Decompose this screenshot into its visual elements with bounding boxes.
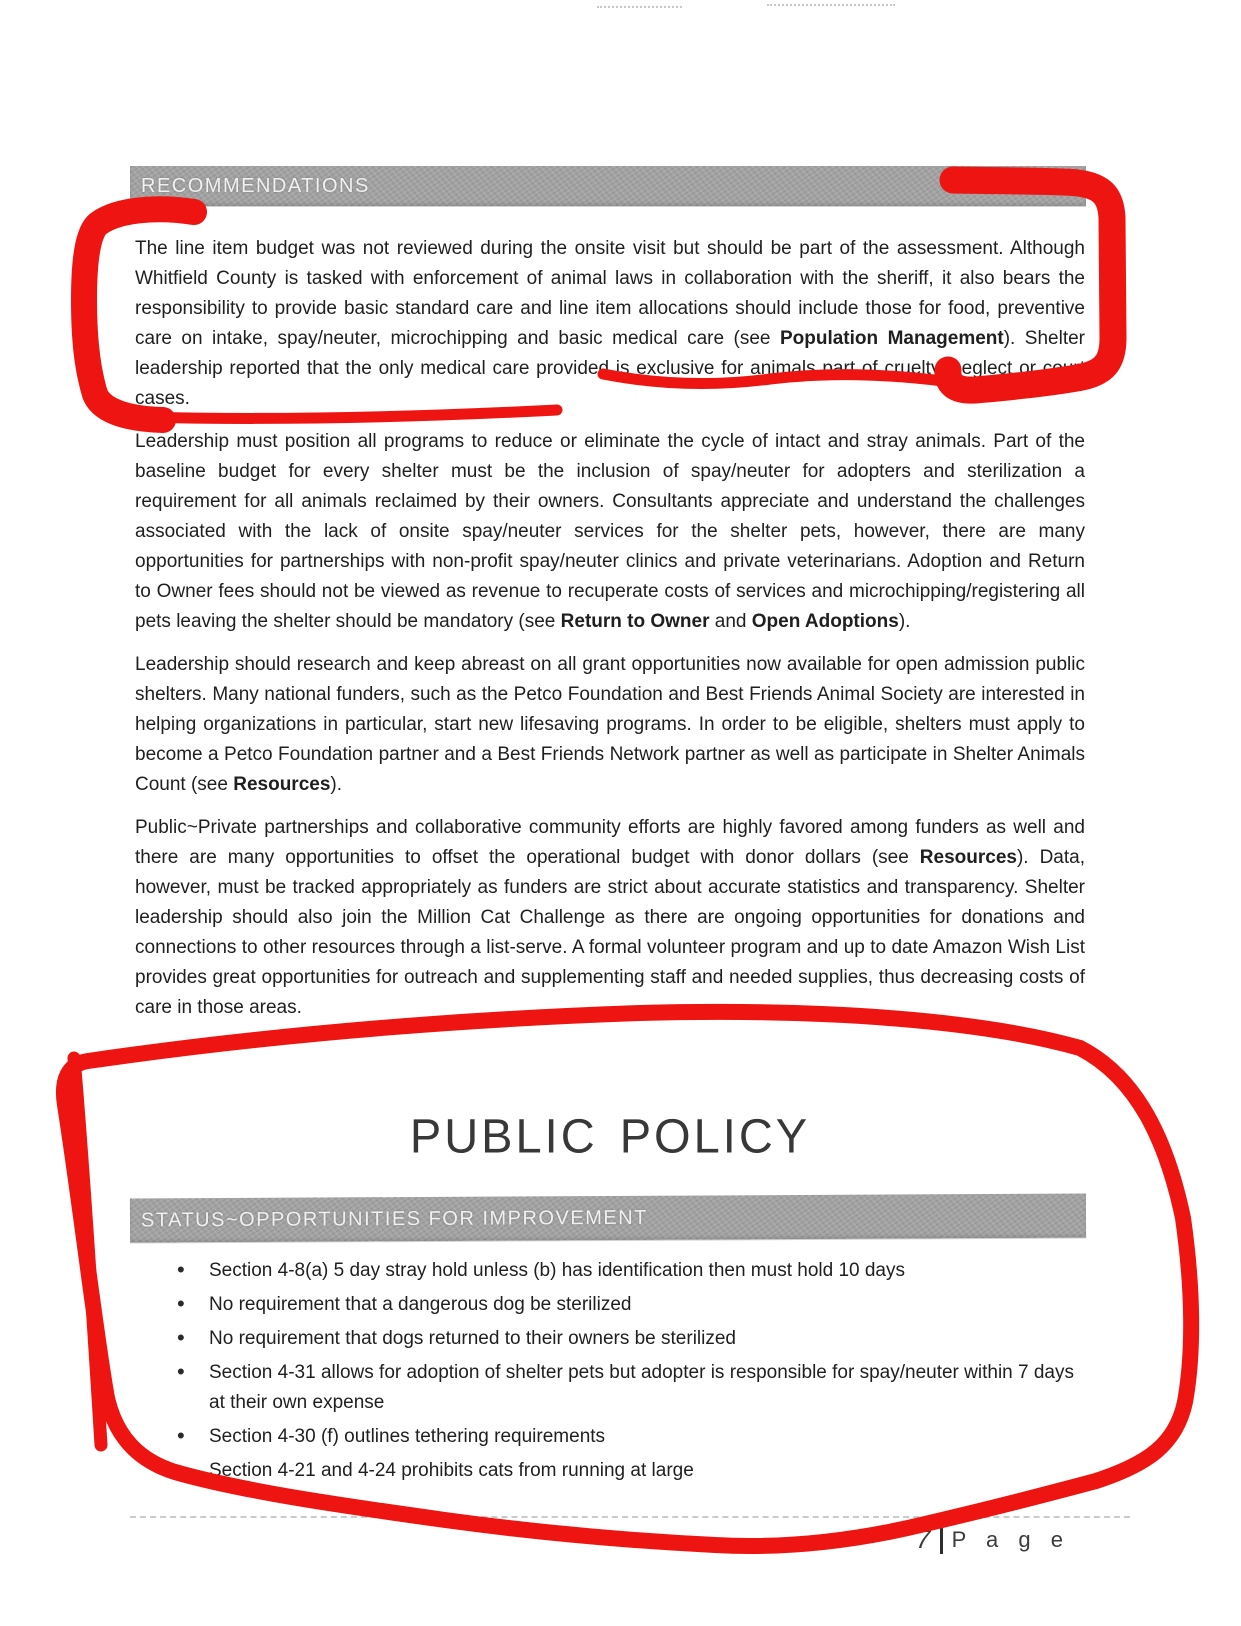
text-segment: ). (330, 774, 343, 795)
text-segment: Public~Private partnerships and collaborative community efforts are highly favored among funders as well and there are many opportunities to offset the operational budget with donor dollars (see (135, 817, 1085, 868)
page-number: 7 (913, 1524, 934, 1554)
bold-text-segment: Return to Owner (560, 611, 710, 632)
policy-bullet-item: • No requirement that dogs returned to their owners be sterilized (135, 1324, 1085, 1354)
paragraph (135, 813, 1085, 1023)
recommendations-body (135, 234, 1085, 1036)
scan-artifact (597, 6, 682, 11)
recommendations-section-header (130, 166, 1086, 206)
paragraph (135, 650, 1085, 800)
policy-bullet-list (135, 1256, 1085, 1490)
recommendations-header-label: RECOMMENDATIONS (141, 174, 370, 197)
status-opportunities-section-header (130, 1193, 1086, 1242)
status-header-label: STATUS~OPPORTUNITIES FOR IMPROVEMENT (140, 1206, 648, 1231)
text-segment: Leadership should research and keep abreast on all grant opportunities now available for open admission public shelters. Many national funders, such as the Petco Foundation and Best Friends Animal Society are interested in helping organizations in particular, start new lifesaving programs. In order to be eligible, shelters must apply to become a Petco Foundation partner and a Best Friends Network partner as well as participate in Shelter Animals Count (see (135, 654, 1085, 795)
bold-text-segment: Open Adoptions (751, 611, 899, 632)
text-segment: The line item budget was not reviewed during the onsite visit but should be part of the assessment. Although Whitfield County is tasked with enforcement of animal laws in collaboration with the sheriff, it also bears the responsibility to provide basic standard care and line item allocations should include those for food, preventive care on intake, spay/neuter, microchipping and basic medical care (see (135, 238, 1085, 349)
public-policy-title: PUBLIC POLICY (409, 1108, 811, 1163)
footer-divider-line (130, 1516, 1130, 1518)
page-footer-label: P a g e (951, 1526, 1070, 1552)
paragraph (135, 427, 1085, 637)
policy-bullet-item: • Section 4-31 allows for adoption of shelter pets but adopter is responsible for spay/neuter within 7 days at their own expense (135, 1358, 1085, 1418)
red-marker-circle-left-stroke (74, 1058, 101, 1445)
text-segment: ). Shelter leadership reported that the only medical care provided is exclusive for animals part of cruelty, neglect or court cases. (135, 328, 1085, 409)
policy-bullet-item: • Section 4-30 (f) outlines tethering requirements (135, 1422, 1085, 1452)
policy-bullet-item: • No requirement that a dangerous dog be sterilized (135, 1290, 1085, 1320)
text-segment: ). Data, however, must be tracked appropriately as funders are strict about accurate statistics and transparency. Shelter leadership should also join the Million Cat Challenge as there are ongoing opportunities for donations and connections to other resources through a list-serve. A formal volunteer program and up to date Amazon Wish List provides great opportunities for outreach and supplementing staff and needed supplies, thus decreasing costs of care in those areas. (135, 847, 1085, 1018)
text-segment: ). (898, 611, 911, 632)
bold-text-segment: Population Management (779, 328, 1004, 349)
footer-pipe-divider (940, 1526, 943, 1554)
policy-bullet-item: • Section 4-8(a) 5 day stray hold unless (b) has identification then must hold 10 days (135, 1256, 1085, 1286)
scan-artifact (767, 4, 895, 9)
policy-bullet-item: • Section 4-21 and 4-24 prohibits cats from running at large (135, 1456, 1085, 1486)
page-footer (913, 1524, 1070, 1555)
paragraph (135, 234, 1085, 414)
text-segment: and (709, 611, 752, 632)
bold-text-segment: Resources (919, 847, 1017, 868)
text-segment: Leadership must position all programs to reduce or eliminate the cycle of intact and stray animals. Part of the baseline budget for every shelter must be the inclusion of spay/neuter for adopters and sterilization a requirement for all animals reclaimed by their owners. Consultants appreciate and understand the challenges associated with the lack of onsite spay/neuter services for the shelter pets, however, there are many opportunities for partnerships with non-profit spay/neuter clinics and private veterinarians. Adoption and Return to Owner fees should not be viewed as revenue to recuperate costs of services and microchipping/registering all pets leaving the shelter should be mandatory (see (135, 431, 1085, 632)
bold-text-segment: Resources (233, 774, 331, 795)
